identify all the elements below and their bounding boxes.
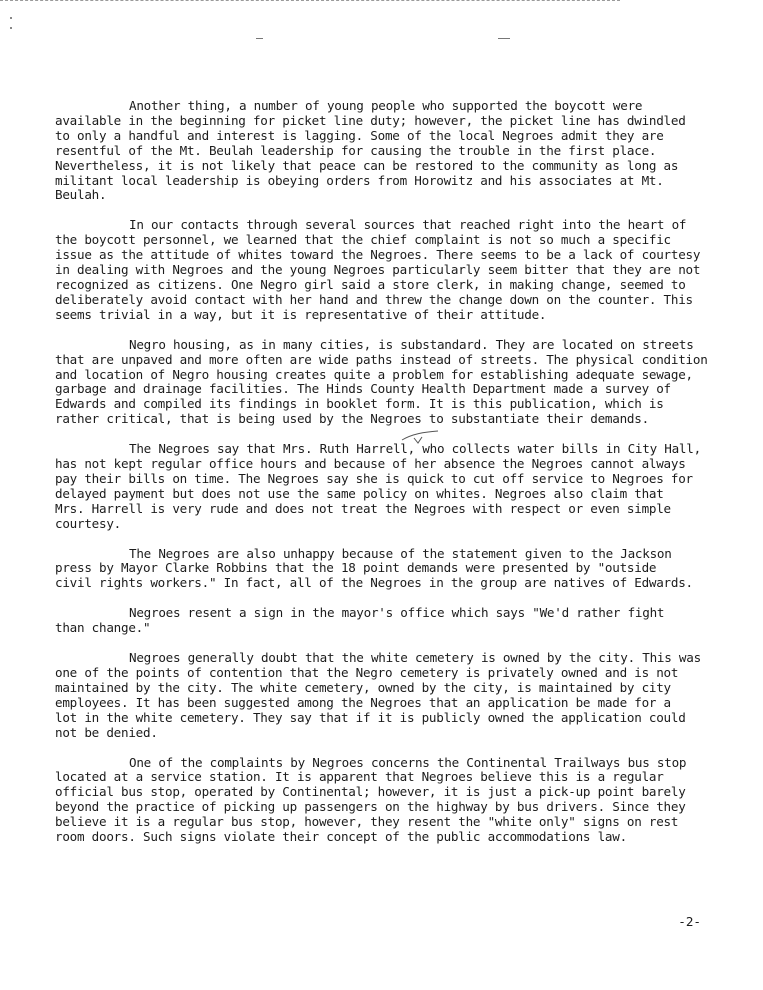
paragraph-ruth-harrell: The Negroes say that Mrs. Ruth Harrell, who collects water bills in City Hall, has not kept regular office hours and because of her absence the Negroes cannot always pay their bills on time. The Negroes say she is quick to cut off service to Negroes for delayed payment but does not use the same policy on whites. Negroes also claim that Mrs. Harrell is very rude and does not treat the Negroes with respect or even simple courtesy. xyxy=(55,441,701,531)
paragraph-mayor-statement: The Negroes are also unhappy because of the statement given to the Jackson press by Mayor Clarke Robbins that the 18 point demands were presented by "outside civil rights workers." In fact, all of the Negroes in the group are natives of Edwards. xyxy=(55,545,693,591)
paragraph-harrell-wrapper xyxy=(55,442,745,531)
margin-dot xyxy=(10,17,12,19)
paragraph-negro-housing: Negro housing, as in many cities, is substandard. They are located on streets that are unpaved and more often are wide paths instead of streets. The physical condition and location of Negro housing creates quite a problem for establishing adequate sewage, garbage and drainage facilities. The Hinds County Health Department made a survey of Edwards and compiled its findings in booklet form. It is this publication, which is rather critical, that is being used by the Negroes to substantiate their demands. xyxy=(55,336,708,427)
margin-dot xyxy=(10,27,12,29)
paragraph-boycott-picket-line: Another thing, a number of young people who supported the boycott were available in the beginning for picket line duty; however, the picket line has dwindled to only a handful and interest is lagging. Some of the local Negroes admit they are resentful of the Mt. Beulah leadership for causing the trouble in the first place. Nevertheless, it is not likely that peace can be restored to the community as long as militant local leadership is obeying orders from Horowitz and his associates at Mt. Beulah. xyxy=(55,98,686,203)
document-body xyxy=(55,99,745,860)
paragraph-attitude-of-whites: In our contacts through several sources that reached right into the heart of the boycott personnel, we learned that the chief complaint is not so much a specific issue as the attitude of whites toward the Negroes. There seems to be a lack of courtesy in dealing with Negroes and the young Negroes particularly seem bitter that they are not recognized as citizens. One Negro girl said a store clerk, in making change, seemed to deliberately avoid contact with her hand and threw the change down on the counter. This seems trivial in a way, but it is representative of their attitude. xyxy=(55,217,701,322)
handwritten-check-mark xyxy=(400,430,440,448)
scan-mark xyxy=(256,38,263,39)
page-number: -2- xyxy=(678,914,701,929)
scan-mark xyxy=(498,38,510,39)
paragraph-bus-stop: One of the complaints by Negroes concerns the Continental Trailways bus stop located at a service station. It is apparent that Negroes believe this is a regular official bus stop, operated by Continental; however, it is just a pick-up point barely beyond the practice of picking up passengers on the highway by bus drivers. Since they believe it is a regular bus stop, however, they resent the "white only" signs on rest room doors. Such signs violate their concept of the public accommodations law. xyxy=(55,754,687,845)
top-dashed-border xyxy=(0,0,620,1)
paragraph-mayor-sign: Negroes resent a sign in the mayor's office which says "We'd rather fight than change." xyxy=(55,605,665,636)
paragraph-cemetery: Negroes generally doubt that the white cemetery is owned by the city. This was one of the points of contention that the Negro cemetery is privately owned and is not maintained by the city. The white cemetery, owned by the city, is maintained by city employees. It has been suggested among the Negroes that an application be made for a lot in the white cemetery. They say that if it is publicly owned the application could not be denied. xyxy=(55,650,701,740)
